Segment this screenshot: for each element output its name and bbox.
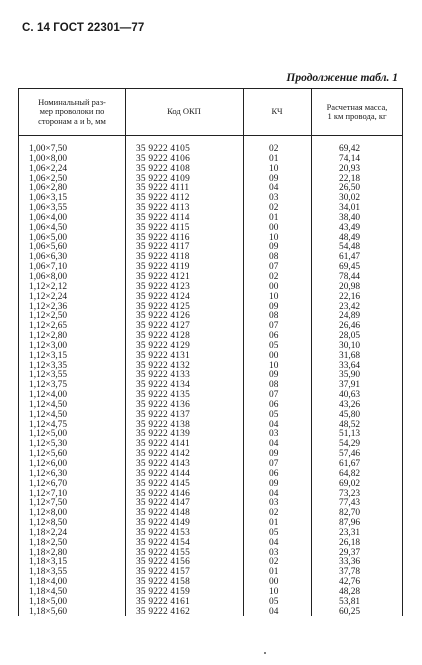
cell-okp-code: 35 9222 4146 [136,488,190,499]
cell-okp-code: 35 9222 4127 [136,321,190,332]
cell-size: 1,06×8,00 [29,271,68,282]
cell-size: 1,18×4,00 [29,577,68,588]
cell-mass: 57,46 [339,449,361,460]
cell-kch: 05 [269,596,279,607]
cell-size: 1,00×8,00 [29,153,68,164]
column-header-kch: КЧ [271,106,283,117]
cell-size: 1,12×3,55 [29,370,68,381]
cell-okp-code: 35 9222 4105 [136,144,190,154]
cell-okp-code: 35 9222 4147 [136,498,190,509]
cell-kch: 07 [269,262,279,273]
cell-size: 1,12×6,70 [29,478,68,489]
cell-kch: 09 [269,173,279,184]
cell-mass: 35,90 [339,370,361,381]
cell-okp-code: 35 9222 4138 [136,419,190,430]
cell-okp-code: 35 9222 4128 [136,331,190,342]
table-header-row [19,89,402,136]
cell-kch: 03 [269,193,279,204]
cell-kch: 04 [269,439,279,450]
cell-size: 1,12×8,00 [29,508,68,519]
cell-okp-code: 35 9222 4134 [136,380,190,391]
cell-mass: 26,46 [339,321,361,332]
cell-kch: 08 [269,252,279,263]
cell-mass: 69,02 [339,478,361,489]
cell-okp-code: 35 9222 4162 [136,606,190,617]
cell-kch: 01 [269,212,279,223]
cell-kch: 02 [269,271,279,282]
cell-mass: 64,82 [339,468,361,479]
cell-okp-code: 35 9222 4121 [136,271,190,282]
cell-okp-code: 35 9222 4133 [136,370,190,381]
cell-kch: 10 [269,163,279,174]
cell-size: 1,12×4,50 [29,409,68,420]
cell-okp-code: 35 9222 4118 [136,252,190,263]
cell-okp-code: 35 9222 4137 [136,409,190,420]
cell-kch: 03 [269,547,279,558]
cell-mass: 20,93 [339,163,361,174]
cell-size: 1,18×4,50 [29,586,68,597]
cell-kch: 00 [269,350,279,361]
cell-okp-code: 35 9222 4161 [136,596,190,607]
cell-okp-code: 35 9222 4155 [136,547,190,558]
cell-size: 1,06×6,30 [29,252,68,263]
cell-okp-code: 35 9222 4149 [136,518,190,529]
cell-kch: 07 [269,459,279,469]
cell-okp-code: 35 9222 4132 [136,360,190,371]
cell-okp-code: 35 9222 4112 [136,193,190,204]
cell-okp-code: 35 9222 4126 [136,311,190,322]
cell-size: 1,00×7,50 [29,144,68,154]
page-header: С. 14 ГОСТ 22301—77 [22,22,145,34]
cell-okp-code: 35 9222 4129 [136,340,190,351]
cell-mass: 77,43 [339,498,361,509]
page-mark [264,652,266,654]
cell-okp-code: 35 9222 4141 [136,439,190,450]
cell-okp-code: 35 9222 4144 [136,468,190,479]
cell-mass: 82,70 [339,508,361,519]
cell-okp-code: 35 9222 4142 [136,449,190,460]
cell-size: 1,12×2,50 [29,311,68,322]
cell-size: 1,18×2,24 [29,527,68,538]
cell-kch: 06 [269,468,279,479]
cell-mass: 33,36 [339,557,361,568]
cell-size: 1,12×4,75 [29,419,68,430]
table-body [19,145,402,618]
cell-mass: 48,52 [339,419,361,430]
cell-size: 1,12×6,30 [29,468,68,479]
cell-mass: 37,78 [339,567,361,578]
cell-okp-code: 35 9222 4111 [136,183,190,194]
cell-size: 1,12×2,80 [29,331,68,342]
cell-okp-code: 35 9222 4135 [136,390,190,401]
cell-size: 1,12×5,60 [29,449,68,460]
cell-size: 1,18×5,60 [29,606,68,617]
cell-kch: 00 [269,577,279,588]
cell-mass: 20,98 [339,281,361,292]
cell-mass: 48,49 [339,232,361,243]
cell-mass: 61,47 [339,252,361,263]
cell-mass: 54,48 [339,242,361,253]
cell-kch: 06 [269,399,279,410]
cell-okp-code: 35 9222 4148 [136,508,190,519]
cell-size: 1,06×4,00 [29,212,68,223]
column-header-mass: Расчетная масса, 1 км провода, кг [326,101,388,121]
cell-kch: 05 [269,409,279,420]
cell-kch: 02 [269,557,279,568]
cell-size: 1,18×5,00 [29,596,68,607]
cell-kch: 10 [269,232,279,243]
cell-kch: 01 [269,153,279,164]
cell-okp-code: 35 9222 4115 [136,222,190,233]
cell-size: 1,18×2,50 [29,537,68,548]
cell-mass: 48,28 [339,586,361,597]
cell-kch: 04 [269,537,279,548]
cell-kch: 04 [269,488,279,499]
cell-size: 1,12×3,00 [29,340,68,351]
column-header-size: Номинальный раз- мер проволоки по сторонам a и b, мм [38,96,106,126]
cell-mass: 74,14 [339,153,361,164]
cell-size: 1,12×3,35 [29,360,68,371]
cell-size: 1,12×2,24 [29,291,68,302]
cell-size: 1,12×6,00 [29,459,68,469]
cell-okp-code: 35 9222 4159 [136,586,190,597]
cell-okp-code: 35 9222 4158 [136,577,190,588]
cell-size: 1,12×4,50 [29,399,68,410]
cell-okp-code: 35 9222 4119 [136,262,190,273]
cell-okp-code: 35 9222 4145 [136,478,190,489]
cell-mass: 87,96 [339,518,361,529]
cell-size: 1,12×5,30 [29,439,68,450]
cell-kch: 10 [269,291,279,302]
cell-kch: 01 [269,567,279,578]
cell-size: 1,06×2,24 [29,163,68,174]
cell-size: 1,06×7,10 [29,262,68,273]
cell-mass: 37,91 [339,380,361,391]
cell-kch: 09 [269,301,279,312]
cell-size: 1,06×5,00 [29,232,68,243]
data-table [18,88,403,616]
cell-okp-code: 35 9222 4156 [136,557,190,568]
cell-size: 1,12×8,50 [29,518,68,529]
cell-kch: 05 [269,340,279,351]
cell-size: 1,06×3,55 [29,203,68,214]
cell-okp-code: 35 9222 4125 [136,301,190,312]
cell-okp-code: 35 9222 4109 [136,173,190,184]
cell-kch: 05 [269,527,279,538]
cell-kch: 04 [269,419,279,430]
cell-mass: 31,68 [339,350,361,361]
cell-size: 1,12×2,65 [29,321,68,332]
cell-mass: 40,63 [339,390,361,401]
cell-mass: 34,01 [339,203,361,214]
cell-okp-code: 35 9222 4106 [136,153,190,164]
cell-okp-code: 35 9222 4153 [136,527,190,538]
table-continuation-label: Продолжение табл. 1 [286,72,398,84]
cell-mass: 22,16 [339,291,361,302]
cell-mass: 24,89 [339,311,361,322]
cell-kch: 07 [269,321,279,332]
cell-size: 1,12×7,10 [29,488,68,499]
cell-kch: 03 [269,429,279,440]
cell-size: 1,06×3,15 [29,193,68,204]
cell-okp-code: 35 9222 4136 [136,399,190,410]
cell-okp-code: 35 9222 4154 [136,537,190,548]
cell-mass: 28,05 [339,331,361,342]
cell-kch: 08 [269,380,279,391]
cell-okp-code: 35 9222 4117 [136,242,190,253]
cell-okp-code: 35 9222 4139 [136,429,190,440]
cell-kch: 09 [269,242,279,253]
cell-okp-code: 35 9222 4116 [136,232,190,243]
cell-mass: 42,76 [339,577,361,588]
cell-mass: 69,45 [339,262,361,273]
cell-mass: 30,02 [339,193,361,204]
cell-kch: 04 [269,606,279,617]
cell-size: 1,12×2,12 [29,281,68,292]
cell-mass: 78,44 [339,271,361,282]
cell-okp-code: 35 9222 4124 [136,291,190,302]
cell-mass: 43,49 [339,222,361,233]
cell-mass: 43,26 [339,399,361,410]
cell-kch: 06 [269,331,279,342]
cell-mass: 23,42 [339,301,361,312]
cell-mass: 45,80 [339,409,361,420]
cell-size: 1,12×3,15 [29,350,68,361]
cell-kch: 09 [269,478,279,489]
cell-okp-code: 35 9222 4157 [136,567,190,578]
cell-kch: 01 [269,518,279,529]
cell-kch: 09 [269,449,279,460]
cell-okp-code: 35 9222 4131 [136,350,190,361]
cell-mass: 60,25 [339,606,361,617]
cell-size: 1,06×5,60 [29,242,68,253]
cell-mass: 26,18 [339,537,361,548]
cell-mass: 29,37 [339,547,361,558]
cell-okp-code: 35 9222 4123 [136,281,190,292]
cell-size: 1,12×3,75 [29,380,68,391]
cell-size: 1,12×4,00 [29,390,68,401]
cell-mass: 53,81 [339,596,361,607]
cell-kch: 08 [269,311,279,322]
cell-mass: 33,64 [339,360,361,371]
cell-okp-code: 35 9222 4143 [136,459,190,469]
cell-kch: 02 [269,203,279,214]
cell-size: 1,18×2,80 [29,547,68,558]
cell-size: 1,18×3,55 [29,567,68,578]
cell-mass: 22,18 [339,173,361,184]
cell-mass: 54,29 [339,439,361,450]
cell-size: 1,06×4,50 [29,222,68,233]
cell-okp-code: 35 9222 4114 [136,212,190,223]
cell-kch: 10 [269,360,279,371]
table-row [19,608,402,618]
cell-okp-code: 35 9222 4108 [136,163,190,174]
cell-mass: 73,23 [339,488,361,499]
cell-kch: 02 [269,144,279,154]
cell-kch: 04 [269,183,279,194]
cell-mass: 51,13 [339,429,361,440]
column-header-okp-code: Код ОКП [167,106,201,117]
cell-size: 1,06×2,50 [29,173,68,184]
cell-size: 1,18×3,15 [29,557,68,568]
cell-kch: 07 [269,390,279,401]
cell-mass: 61,67 [339,459,361,469]
cell-mass: 69,42 [339,144,361,154]
cell-kch: 10 [269,586,279,597]
cell-mass: 38,40 [339,212,361,223]
cell-mass: 26,50 [339,183,361,194]
cell-kch: 09 [269,370,279,381]
cell-kch: 03 [269,498,279,509]
cell-size: 1,12×7,50 [29,498,68,509]
cell-kch: 00 [269,222,279,233]
cell-mass: 23,31 [339,527,361,538]
cell-size: 1,12×5,00 [29,429,68,440]
cell-size: 1,12×2,36 [29,301,68,312]
cell-mass: 30,10 [339,340,361,351]
cell-okp-code: 35 9222 4113 [136,203,190,214]
cell-kch: 02 [269,508,279,519]
cell-size: 1,06×2,80 [29,183,68,194]
cell-kch: 00 [269,281,279,292]
